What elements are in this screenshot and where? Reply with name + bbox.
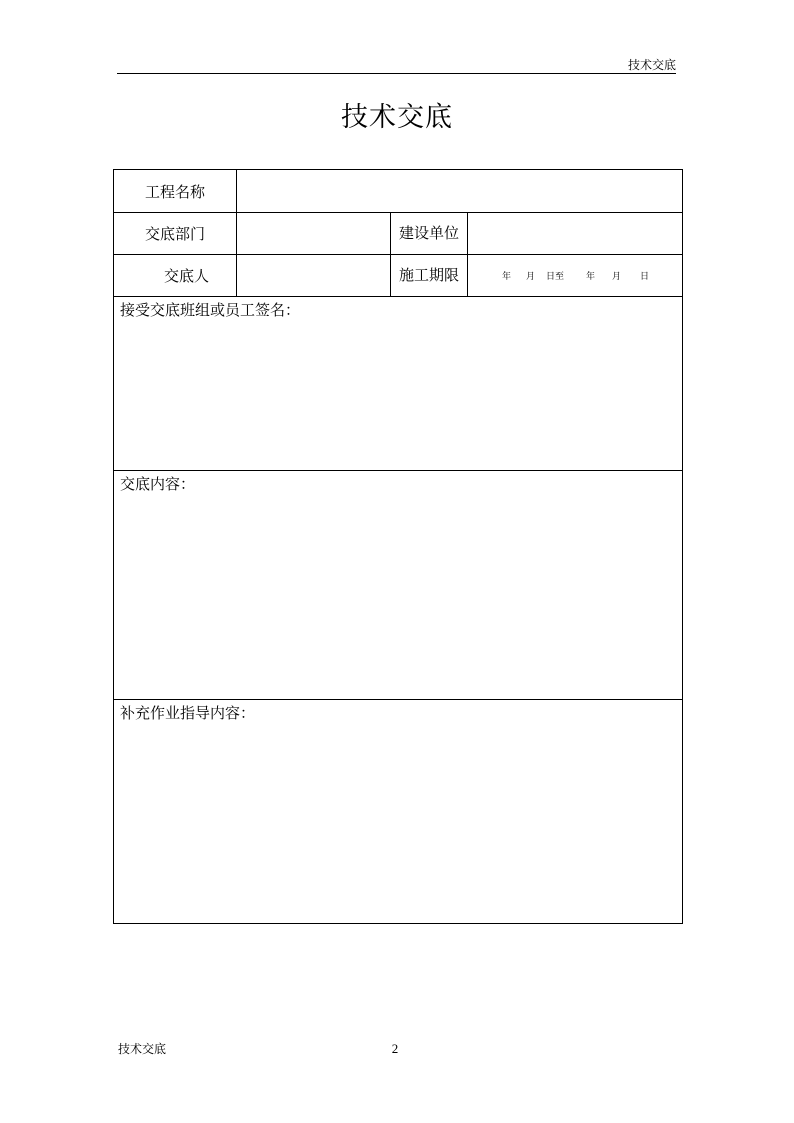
content-label: 交底内容： xyxy=(120,475,196,493)
row-content xyxy=(114,471,683,700)
dept-label: 交底部门 xyxy=(114,213,237,255)
period-year-2: 年 xyxy=(586,272,596,282)
period-field[interactable] xyxy=(468,255,683,297)
person-label: 交底人 xyxy=(114,255,237,297)
row-project-name xyxy=(114,170,683,213)
builder-field[interactable] xyxy=(468,213,683,255)
header-rule xyxy=(117,73,676,74)
page-number: 2 xyxy=(391,1041,399,1056)
running-header: 技术交底 xyxy=(627,58,676,72)
project-name-field[interactable] xyxy=(237,170,683,213)
content-area[interactable] xyxy=(114,471,683,700)
row-dept-builder xyxy=(114,213,683,255)
supplement-area[interactable] xyxy=(114,700,683,924)
period-day-to: 日至 xyxy=(546,272,565,282)
builder-label: 建设单位 xyxy=(391,213,468,255)
period-month-2: 月 xyxy=(612,272,622,282)
period-day-2: 日 xyxy=(640,272,650,282)
project-name-label: 工程名称 xyxy=(114,170,237,213)
row-signature xyxy=(114,297,683,471)
document-title: 技术交底 xyxy=(341,102,453,133)
handover-form xyxy=(113,169,683,924)
person-field[interactable] xyxy=(237,255,391,297)
row-supplement xyxy=(114,700,683,924)
signature-area[interactable] xyxy=(114,297,683,471)
period-year-1: 年 xyxy=(502,272,512,282)
dept-field[interactable] xyxy=(237,213,391,255)
signature-label: 接受交底班组或员工签名： xyxy=(120,301,301,319)
row-person-period xyxy=(114,255,683,297)
period-label: 施工期限 xyxy=(391,255,468,297)
footer-title: 技术交底 xyxy=(118,1042,167,1056)
period-month-1: 月 xyxy=(526,272,536,282)
supplement-label: 补充作业指导内容： xyxy=(120,704,256,722)
